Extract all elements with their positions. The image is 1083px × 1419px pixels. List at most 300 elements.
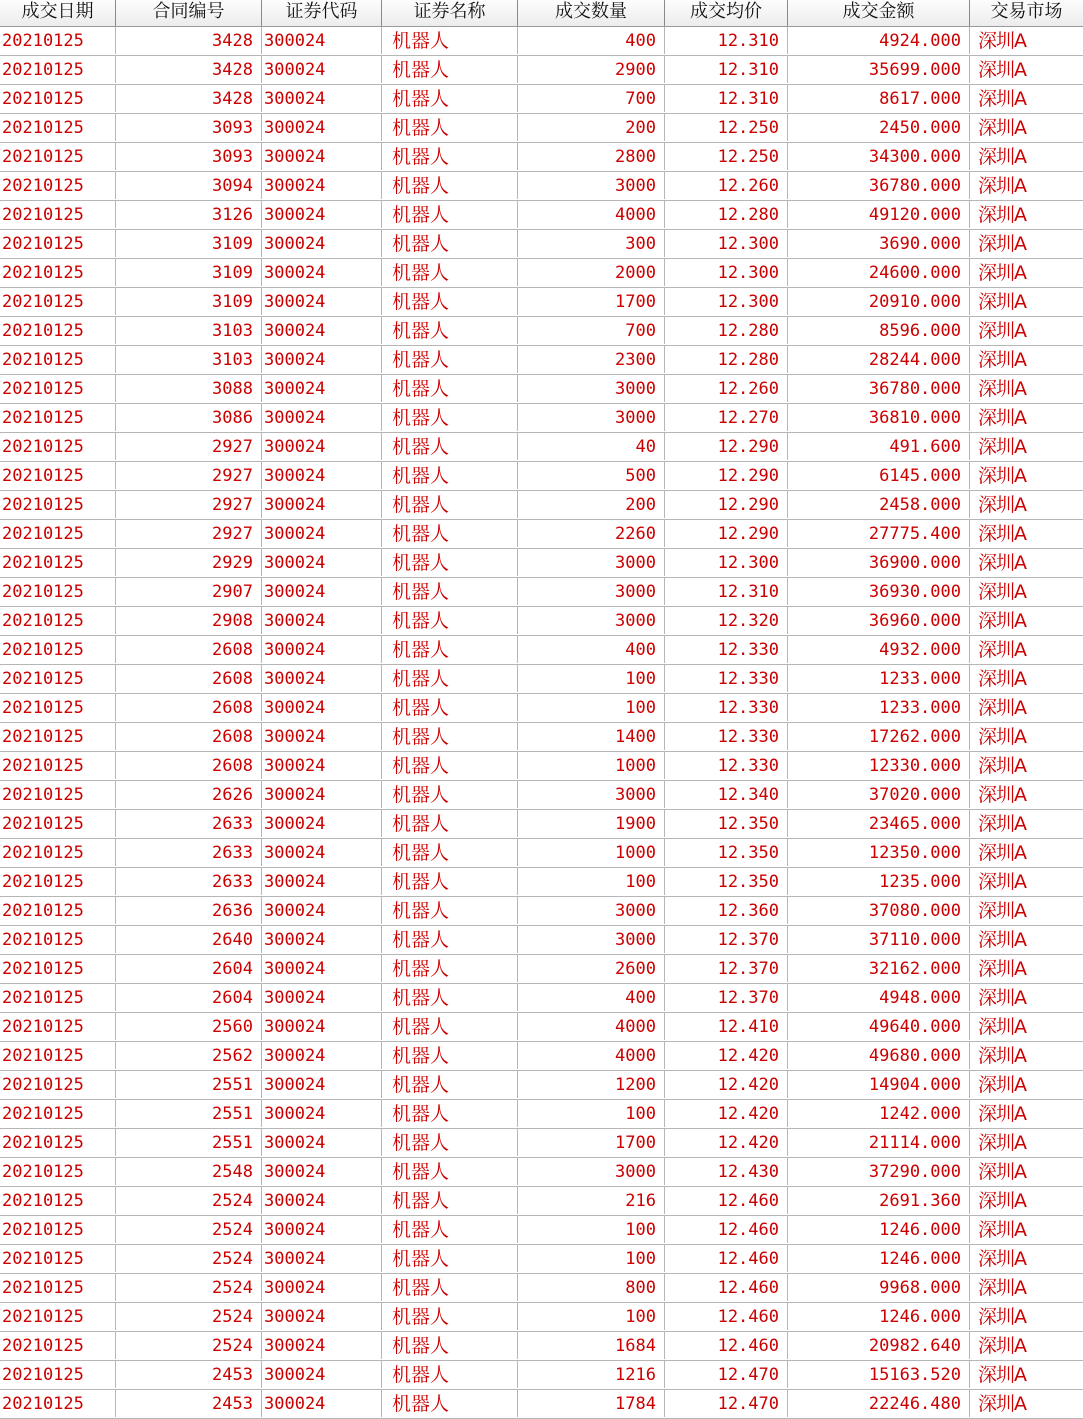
table-row[interactable] xyxy=(0,259,1083,288)
cell-security-code: 300024 xyxy=(262,607,382,634)
cell-contract-no: 3093 xyxy=(116,143,262,170)
cell-trade-date: 20210125 xyxy=(0,1361,116,1388)
cell-trade-date: 20210125 xyxy=(0,520,116,547)
column-header-trade-date[interactable]: 成交日期 xyxy=(0,0,116,26)
cell-security-name: 机器人 xyxy=(382,201,518,228)
cell-contract-no: 2608 xyxy=(116,723,262,750)
cell-trade-amount: 36780.000 xyxy=(788,375,970,402)
table-row[interactable] xyxy=(0,1216,1083,1245)
table-row[interactable] xyxy=(0,172,1083,201)
cell-avg-price: 12.470 xyxy=(665,1361,788,1388)
cell-security-name: 机器人 xyxy=(382,346,518,373)
cell-market: 深圳A xyxy=(978,1335,1026,1357)
cell-trade-qty: 700 xyxy=(518,317,665,344)
cell-market: 深圳A xyxy=(978,378,1026,400)
cell-trade-date: 20210125 xyxy=(0,1100,116,1127)
cell-security-name: 机器人 xyxy=(382,984,518,1011)
cell-security-name: 机器人 xyxy=(382,839,518,866)
cell-avg-price: 12.350 xyxy=(665,810,788,837)
cell-avg-price: 12.460 xyxy=(665,1216,788,1243)
cell-avg-price: 12.370 xyxy=(665,984,788,1011)
cell-trade-amount: 1242.000 xyxy=(788,1100,970,1127)
cell-security-code: 300024 xyxy=(262,288,382,315)
cell-trade-qty: 100 xyxy=(518,1303,665,1330)
cell-market: 深圳A xyxy=(978,900,1026,922)
cell-contract-no: 3094 xyxy=(116,172,262,199)
cell-market: 深圳A xyxy=(978,349,1026,371)
cell-avg-price: 12.290 xyxy=(665,462,788,489)
cell-security-code: 300024 xyxy=(262,1042,382,1069)
cell-security-code: 300024 xyxy=(262,955,382,982)
table-row[interactable] xyxy=(0,868,1083,897)
column-header-security-code[interactable]: 证券代码 xyxy=(262,0,382,26)
cell-trade-date: 20210125 xyxy=(0,172,116,199)
cell-trade-amount: 1246.000 xyxy=(788,1303,970,1330)
cell-security-name: 机器人 xyxy=(382,230,518,257)
cell-contract-no: 2604 xyxy=(116,955,262,982)
cell-security-name: 机器人 xyxy=(382,1303,518,1330)
table-row[interactable] xyxy=(0,143,1083,172)
cell-trade-date: 20210125 xyxy=(0,926,116,953)
cell-trade-date: 20210125 xyxy=(0,665,116,692)
cell-security-name: 机器人 xyxy=(382,404,518,431)
cell-market: 深圳A xyxy=(978,697,1026,719)
cell-security-name: 机器人 xyxy=(382,462,518,489)
cell-trade-qty: 3000 xyxy=(518,549,665,576)
cell-trade-date: 20210125 xyxy=(0,868,116,895)
cell-market: 深圳A xyxy=(978,175,1026,197)
cell-trade-amount: 32162.000 xyxy=(788,955,970,982)
cell-trade-date: 20210125 xyxy=(0,549,116,576)
cell-market: 深圳A xyxy=(978,204,1026,226)
cell-market: 深圳A xyxy=(978,1306,1026,1328)
cell-contract-no: 2608 xyxy=(116,694,262,721)
table-row[interactable] xyxy=(0,1071,1083,1100)
cell-contract-no: 3086 xyxy=(116,404,262,431)
table-row[interactable] xyxy=(0,404,1083,433)
table-row[interactable] xyxy=(0,375,1083,404)
cell-trade-qty: 2000 xyxy=(518,259,665,286)
table-row[interactable] xyxy=(0,1187,1083,1216)
cell-trade-amount: 20910.000 xyxy=(788,288,970,315)
cell-market: 深圳A xyxy=(978,668,1026,690)
cell-avg-price: 12.280 xyxy=(665,201,788,228)
cell-trade-date: 20210125 xyxy=(0,578,116,605)
cell-contract-no: 2907 xyxy=(116,578,262,605)
table-row[interactable] xyxy=(0,926,1083,955)
cell-security-code: 300024 xyxy=(262,114,382,141)
cell-security-code: 300024 xyxy=(262,346,382,373)
table-row[interactable] xyxy=(0,1361,1083,1390)
cell-contract-no: 2524 xyxy=(116,1216,262,1243)
cell-trade-amount: 4924.000 xyxy=(788,27,970,54)
cell-contract-no: 2927 xyxy=(116,491,262,518)
cell-contract-no: 2633 xyxy=(116,839,262,866)
cell-trade-qty: 3000 xyxy=(518,1158,665,1185)
cell-trade-date: 20210125 xyxy=(0,317,116,344)
table-row[interactable] xyxy=(0,1129,1083,1158)
cell-trade-qty: 200 xyxy=(518,114,665,141)
cell-market: 深圳A xyxy=(978,755,1026,777)
cell-trade-amount: 36810.000 xyxy=(788,404,970,431)
cell-security-name: 机器人 xyxy=(382,56,518,83)
cell-market: 深圳A xyxy=(978,871,1026,893)
cell-trade-qty: 3000 xyxy=(518,578,665,605)
cell-security-name: 机器人 xyxy=(382,143,518,170)
cell-trade-amount: 27775.400 xyxy=(788,520,970,547)
cell-market: 深圳A xyxy=(978,1132,1026,1154)
cell-contract-no: 2633 xyxy=(116,810,262,837)
cell-trade-qty: 100 xyxy=(518,1216,665,1243)
cell-trade-qty: 1216 xyxy=(518,1361,665,1388)
cell-security-name: 机器人 xyxy=(382,375,518,402)
table-body xyxy=(0,27,1083,1419)
cell-avg-price: 12.270 xyxy=(665,404,788,431)
cell-market: 深圳A xyxy=(978,262,1026,284)
table-row[interactable] xyxy=(0,607,1083,636)
cell-contract-no: 3109 xyxy=(116,288,262,315)
cell-security-code: 300024 xyxy=(262,926,382,953)
cell-security-name: 机器人 xyxy=(382,665,518,692)
cell-security-name: 机器人 xyxy=(382,1361,518,1388)
cell-avg-price: 12.310 xyxy=(665,27,788,54)
cell-avg-price: 12.300 xyxy=(665,549,788,576)
cell-avg-price: 12.260 xyxy=(665,172,788,199)
cell-market: 深圳A xyxy=(978,1393,1026,1415)
table-row[interactable] xyxy=(0,114,1083,143)
cell-trade-date: 20210125 xyxy=(0,1129,116,1156)
cell-trade-date: 20210125 xyxy=(0,1245,116,1272)
cell-market: 深圳A xyxy=(978,726,1026,748)
cell-security-name: 机器人 xyxy=(382,520,518,547)
cell-trade-date: 20210125 xyxy=(0,462,116,489)
cell-security-code: 300024 xyxy=(262,27,382,54)
cell-trade-qty: 100 xyxy=(518,1100,665,1127)
cell-avg-price: 12.290 xyxy=(665,491,788,518)
cell-market: 深圳A xyxy=(978,1364,1026,1386)
cell-market: 深圳A xyxy=(978,987,1026,1009)
table-row[interactable] xyxy=(0,578,1083,607)
cell-security-code: 300024 xyxy=(262,984,382,1011)
cell-trade-date: 20210125 xyxy=(0,752,116,779)
cell-trade-date: 20210125 xyxy=(0,201,116,228)
cell-trade-date: 20210125 xyxy=(0,114,116,141)
cell-trade-date: 20210125 xyxy=(0,375,116,402)
cell-security-code: 300024 xyxy=(262,1187,382,1214)
table-row[interactable] xyxy=(0,984,1083,1013)
cell-trade-qty: 1900 xyxy=(518,810,665,837)
cell-security-name: 机器人 xyxy=(382,752,518,779)
cell-security-code: 300024 xyxy=(262,1013,382,1040)
cell-avg-price: 12.370 xyxy=(665,926,788,953)
cell-market: 深圳A xyxy=(978,842,1026,864)
cell-trade-date: 20210125 xyxy=(0,346,116,373)
cell-security-code: 300024 xyxy=(262,201,382,228)
cell-security-code: 300024 xyxy=(262,694,382,721)
cell-contract-no: 3428 xyxy=(116,56,262,83)
column-header-market[interactable]: 交易市场 xyxy=(990,1,1063,22)
column-header-security-name[interactable]: 证券名称 xyxy=(382,0,518,26)
cell-trade-qty: 3000 xyxy=(518,897,665,924)
cell-avg-price: 12.290 xyxy=(665,520,788,547)
table-row[interactable] xyxy=(0,462,1083,491)
cell-security-code: 300024 xyxy=(262,433,382,460)
cell-contract-no: 2524 xyxy=(116,1187,262,1214)
cell-trade-qty: 100 xyxy=(518,694,665,721)
table-row[interactable] xyxy=(0,665,1083,694)
cell-contract-no: 2604 xyxy=(116,984,262,1011)
cell-contract-no: 2929 xyxy=(116,549,262,576)
cell-market: 深圳A xyxy=(978,1103,1026,1125)
cell-market: 深圳A xyxy=(978,320,1026,342)
cell-security-code: 300024 xyxy=(262,752,382,779)
cell-security-name: 机器人 xyxy=(382,433,518,460)
cell-security-name: 机器人 xyxy=(382,85,518,112)
table-row[interactable] xyxy=(0,520,1083,549)
cell-avg-price: 12.420 xyxy=(665,1129,788,1156)
cell-market: 深圳A xyxy=(978,30,1026,52)
cell-trade-amount: 23465.000 xyxy=(788,810,970,837)
cell-trade-date: 20210125 xyxy=(0,607,116,634)
table-row[interactable] xyxy=(0,491,1083,520)
cell-trade-date: 20210125 xyxy=(0,27,116,54)
cell-avg-price: 12.460 xyxy=(665,1274,788,1301)
table-row[interactable] xyxy=(0,1013,1083,1042)
cell-contract-no: 2908 xyxy=(116,607,262,634)
table-row[interactable] xyxy=(0,781,1083,810)
cell-security-code: 300024 xyxy=(262,636,382,663)
cell-trade-qty: 3000 xyxy=(518,607,665,634)
cell-avg-price: 12.330 xyxy=(665,723,788,750)
cell-trade-qty: 4000 xyxy=(518,1013,665,1040)
cell-market: 深圳A xyxy=(978,436,1026,458)
table-row[interactable] xyxy=(0,230,1083,259)
cell-trade-date: 20210125 xyxy=(0,1042,116,1069)
cell-market: 深圳A xyxy=(978,146,1026,168)
cell-contract-no: 3088 xyxy=(116,375,262,402)
column-header-avg-price[interactable]: 成交均价 xyxy=(665,0,788,26)
table-row[interactable] xyxy=(0,346,1083,375)
cell-trade-date: 20210125 xyxy=(0,723,116,750)
cell-avg-price: 12.420 xyxy=(665,1100,788,1127)
cell-trade-qty: 2600 xyxy=(518,955,665,982)
table-row[interactable] xyxy=(0,1245,1083,1274)
cell-trade-amount: 49680.000 xyxy=(788,1042,970,1069)
table-row[interactable] xyxy=(0,636,1083,665)
cell-security-name: 机器人 xyxy=(382,1332,518,1359)
cell-avg-price: 12.260 xyxy=(665,375,788,402)
cell-avg-price: 12.310 xyxy=(665,56,788,83)
cell-security-code: 300024 xyxy=(262,1361,382,1388)
cell-security-code: 300024 xyxy=(262,781,382,808)
cell-trade-amount: 9968.000 xyxy=(788,1274,970,1301)
cell-contract-no: 2453 xyxy=(116,1390,262,1417)
cell-market: 深圳A xyxy=(978,407,1026,429)
cell-trade-qty: 3000 xyxy=(518,781,665,808)
table-row[interactable] xyxy=(0,1332,1083,1361)
cell-trade-amount: 15163.520 xyxy=(788,1361,970,1388)
table-row[interactable] xyxy=(0,1042,1083,1071)
cell-avg-price: 12.340 xyxy=(665,781,788,808)
cell-security-name: 机器人 xyxy=(382,114,518,141)
cell-trade-amount: 3690.000 xyxy=(788,230,970,257)
cell-trade-qty: 3000 xyxy=(518,172,665,199)
cell-contract-no: 2636 xyxy=(116,897,262,924)
cell-trade-qty: 300 xyxy=(518,230,665,257)
table-row[interactable] xyxy=(0,549,1083,578)
table-row[interactable] xyxy=(0,1303,1083,1332)
cell-contract-no: 3103 xyxy=(116,317,262,344)
cell-market: 深圳A xyxy=(978,1045,1026,1067)
cell-avg-price: 12.250 xyxy=(665,143,788,170)
cell-security-code: 300024 xyxy=(262,230,382,257)
cell-trade-date: 20210125 xyxy=(0,1071,116,1098)
cell-trade-date: 20210125 xyxy=(0,839,116,866)
cell-avg-price: 12.370 xyxy=(665,955,788,982)
cell-trade-amount: 24600.000 xyxy=(788,259,970,286)
cell-avg-price: 12.330 xyxy=(665,665,788,692)
cell-trade-amount: 36960.000 xyxy=(788,607,970,634)
cell-trade-qty: 200 xyxy=(518,491,665,518)
cell-market: 深圳A xyxy=(978,1277,1026,1299)
cell-security-name: 机器人 xyxy=(382,1187,518,1214)
cell-trade-date: 20210125 xyxy=(0,433,116,460)
cell-avg-price: 12.350 xyxy=(665,839,788,866)
cell-trade-amount: 1246.000 xyxy=(788,1216,970,1243)
cell-avg-price: 12.300 xyxy=(665,259,788,286)
column-header-trade-amount[interactable]: 成交金额 xyxy=(788,0,970,26)
table-row[interactable] xyxy=(0,955,1083,984)
cell-security-code: 300024 xyxy=(262,404,382,431)
cell-security-name: 机器人 xyxy=(382,1245,518,1272)
cell-contract-no: 2548 xyxy=(116,1158,262,1185)
cell-trade-amount: 37110.000 xyxy=(788,926,970,953)
cell-trade-qty: 2800 xyxy=(518,143,665,170)
table-row[interactable] xyxy=(0,85,1083,114)
cell-security-name: 机器人 xyxy=(382,694,518,721)
cell-contract-no: 2551 xyxy=(116,1129,262,1156)
cell-contract-no: 3109 xyxy=(116,230,262,257)
cell-trade-amount: 1246.000 xyxy=(788,1245,970,1272)
cell-market: 深圳A xyxy=(978,784,1026,806)
table-row[interactable] xyxy=(0,27,1083,56)
table-row[interactable] xyxy=(0,1390,1083,1419)
cell-trade-qty: 1200 xyxy=(518,1071,665,1098)
cell-trade-date: 20210125 xyxy=(0,694,116,721)
cell-trade-amount: 1235.000 xyxy=(788,868,970,895)
cell-trade-date: 20210125 xyxy=(0,1303,116,1330)
cell-trade-date: 20210125 xyxy=(0,1274,116,1301)
cell-contract-no: 3428 xyxy=(116,27,262,54)
table-row[interactable] xyxy=(0,1158,1083,1187)
table-row[interactable] xyxy=(0,694,1083,723)
cell-security-code: 300024 xyxy=(262,1158,382,1185)
cell-contract-no: 2927 xyxy=(116,433,262,460)
cell-trade-qty: 1784 xyxy=(518,1390,665,1417)
cell-security-name: 机器人 xyxy=(382,723,518,750)
table-row[interactable] xyxy=(0,317,1083,346)
cell-trade-qty: 500 xyxy=(518,462,665,489)
cell-market: 深圳A xyxy=(978,1161,1026,1183)
cell-security-code: 300024 xyxy=(262,143,382,170)
cell-security-name: 机器人 xyxy=(382,897,518,924)
cell-security-name: 机器人 xyxy=(382,27,518,54)
cell-market: 深圳A xyxy=(978,639,1026,661)
cell-security-code: 300024 xyxy=(262,1129,382,1156)
table-row[interactable] xyxy=(0,1274,1083,1303)
table-row[interactable] xyxy=(0,433,1083,462)
cell-security-code: 300024 xyxy=(262,1216,382,1243)
table-row[interactable] xyxy=(0,752,1083,781)
cell-trade-amount: 35699.000 xyxy=(788,56,970,83)
cell-trade-date: 20210125 xyxy=(0,143,116,170)
cell-security-name: 机器人 xyxy=(382,1071,518,1098)
cell-contract-no: 2626 xyxy=(116,781,262,808)
table-row[interactable] xyxy=(0,723,1083,752)
cell-trade-qty: 1700 xyxy=(518,1129,665,1156)
cell-security-code: 300024 xyxy=(262,462,382,489)
cell-contract-no: 3109 xyxy=(116,259,262,286)
cell-trade-qty: 3000 xyxy=(518,926,665,953)
cell-security-name: 机器人 xyxy=(382,1158,518,1185)
column-header-contract-no[interactable]: 合同编号 xyxy=(116,0,262,26)
cell-trade-amount: 20982.640 xyxy=(788,1332,970,1359)
cell-trade-date: 20210125 xyxy=(0,404,116,431)
cell-contract-no: 2927 xyxy=(116,520,262,547)
cell-trade-qty: 40 xyxy=(518,433,665,460)
cell-avg-price: 12.460 xyxy=(665,1245,788,1272)
cell-trade-date: 20210125 xyxy=(0,288,116,315)
cell-security-name: 机器人 xyxy=(382,1216,518,1243)
cell-avg-price: 12.280 xyxy=(665,317,788,344)
cell-contract-no: 2562 xyxy=(116,1042,262,1069)
table-row[interactable] xyxy=(0,810,1083,839)
cell-market: 深圳A xyxy=(978,929,1026,951)
cell-trade-date: 20210125 xyxy=(0,955,116,982)
cell-trade-amount: 1233.000 xyxy=(788,665,970,692)
table-row[interactable] xyxy=(0,288,1083,317)
cell-trade-amount: 6145.000 xyxy=(788,462,970,489)
cell-security-code: 300024 xyxy=(262,520,382,547)
cell-contract-no: 2524 xyxy=(116,1332,262,1359)
column-header-trade-qty[interactable]: 成交数量 xyxy=(518,0,665,26)
cell-contract-no: 2608 xyxy=(116,752,262,779)
table-row[interactable] xyxy=(0,897,1083,926)
cell-trade-qty: 1400 xyxy=(518,723,665,750)
table-row[interactable] xyxy=(0,1100,1083,1129)
cell-security-code: 300024 xyxy=(262,259,382,286)
cell-security-name: 机器人 xyxy=(382,288,518,315)
cell-trade-date: 20210125 xyxy=(0,1158,116,1185)
cell-trade-amount: 17262.000 xyxy=(788,723,970,750)
cell-trade-qty: 3000 xyxy=(518,404,665,431)
cell-avg-price: 12.360 xyxy=(665,897,788,924)
cell-trade-qty: 3000 xyxy=(518,375,665,402)
cell-trade-amount: 8596.000 xyxy=(788,317,970,344)
table-row[interactable] xyxy=(0,201,1083,230)
cell-avg-price: 12.470 xyxy=(665,1390,788,1417)
table-row[interactable] xyxy=(0,839,1083,868)
cell-security-name: 机器人 xyxy=(382,1129,518,1156)
cell-trade-qty: 100 xyxy=(518,1245,665,1272)
table-row[interactable] xyxy=(0,56,1083,85)
cell-trade-amount: 2691.360 xyxy=(788,1187,970,1214)
cell-security-code: 300024 xyxy=(262,56,382,83)
cell-security-code: 300024 xyxy=(262,1332,382,1359)
cell-security-code: 300024 xyxy=(262,1100,382,1127)
cell-avg-price: 12.460 xyxy=(665,1303,788,1330)
cell-contract-no: 2453 xyxy=(116,1361,262,1388)
